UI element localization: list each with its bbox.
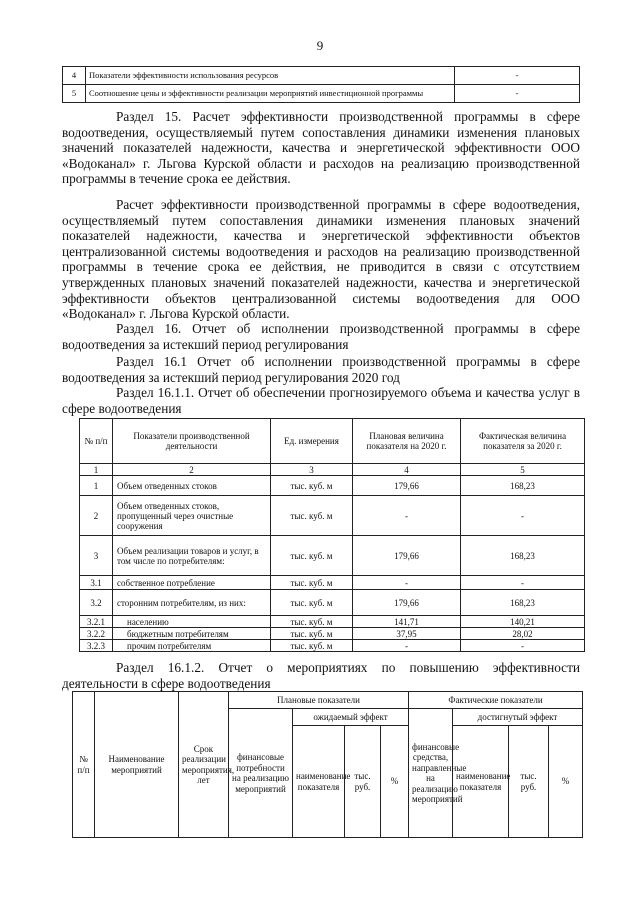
row-value: - — [455, 85, 580, 103]
row-number: 3.2.1 — [80, 616, 113, 628]
section-16-1-1-heading: Раздел 16.1.1. Отчет об обеспечении прогнозируемого объема и качества услуг в сфере водоотведения — [62, 385, 580, 416]
row-plan: - — [353, 576, 461, 590]
header-actual: Фактические показатели — [409, 692, 583, 709]
row-plan: 179,66 — [353, 590, 461, 616]
row-fact: 168,23 — [461, 536, 585, 576]
header-indicator-name: наименование показателя — [453, 726, 509, 838]
section-16-1-heading: Раздел 16.1 Отчет об исполнении производственной программы в сфере водоотведения за истекший период регулирования 2020 год — [62, 354, 580, 385]
row-unit: тыс. куб. м — [271, 616, 353, 628]
row-plan: 179,66 — [353, 476, 461, 496]
header-rub: тыс. руб. — [345, 726, 381, 838]
header-rub: тыс. руб. — [509, 726, 549, 838]
row-name: собственное потребление — [113, 576, 271, 590]
row-name: прочим потребителям — [113, 640, 271, 652]
header-plan: Плановая величина показателя на 2020 г. — [353, 419, 461, 464]
row-name: Показатели эффективности использования ресурсов — [86, 67, 455, 85]
section-16-heading: Раздел 16. Отчет об исполнении производственной программы в сфере водоотведения за истекший период регулирования — [62, 321, 580, 352]
row-fact: 28,02 — [461, 628, 585, 640]
column-number: 4 — [353, 464, 461, 476]
row-unit: тыс. куб. м — [271, 628, 353, 640]
table-header-row — [73, 692, 583, 709]
row-unit: тыс. куб. м — [271, 576, 353, 590]
table-row — [80, 536, 585, 576]
table-row — [80, 476, 585, 496]
row-number: 3.2 — [80, 590, 113, 616]
row-unit: тыс. куб. м — [271, 496, 353, 536]
row-fact: 140,21 — [461, 616, 585, 628]
table-row — [63, 85, 580, 103]
header-pct: % — [381, 726, 409, 838]
row-fact: - — [461, 496, 585, 536]
header-indicator: Показатели производственной деятельности — [113, 419, 271, 464]
header-fin-actual: финансовые средства, направленные на реализацию мероприятий — [409, 709, 453, 838]
row-number: 3.1 — [80, 576, 113, 590]
row-plan: 179,66 — [353, 536, 461, 576]
table-row — [80, 496, 585, 536]
row-unit: тыс. куб. м — [271, 590, 353, 616]
row-name: сторонним потребителям, из них: — [113, 590, 271, 616]
row-value: - — [455, 67, 580, 85]
table-row — [63, 67, 580, 85]
row-unit: тыс. куб. м — [271, 640, 353, 652]
column-number: 1 — [80, 464, 113, 476]
row-name: населению — [113, 616, 271, 628]
header-num: № п/п — [80, 419, 113, 464]
header-fact: Фактическая величина показателя за 2020 г. — [461, 419, 585, 464]
row-number: 1 — [80, 476, 113, 496]
measures-table — [72, 691, 583, 838]
table-row — [80, 628, 585, 640]
column-numbers-row — [80, 464, 585, 476]
row-plan: 141,71 — [353, 616, 461, 628]
header-expected: ожидаемый эффект — [293, 709, 409, 726]
column-number: 3 — [271, 464, 353, 476]
volume-quality-table — [79, 418, 585, 652]
header-indicator-name: наименование показателя — [293, 726, 345, 838]
resources-table — [62, 66, 580, 103]
row-plan: 37,95 — [353, 628, 461, 640]
row-number: 3.2.3 — [80, 640, 113, 652]
row-name: Объем реализации товаров и услуг, в том числе по потребителям: — [113, 536, 271, 576]
row-number: 3.2.2 — [80, 628, 113, 640]
row-plan: - — [353, 640, 461, 652]
header-fin-plan: финансовые потребности на реализацию мероприятий — [229, 709, 293, 838]
header-achieved: достигнутый эффект — [453, 709, 583, 726]
header-unit: Ед. измерения — [271, 419, 353, 464]
row-number: 3 — [80, 536, 113, 576]
row-plan: - — [353, 496, 461, 536]
row-name: Соотношение цены и эффективности реализации мероприятий инвестиционной программы — [86, 85, 455, 103]
row-unit: тыс. куб. м — [271, 536, 353, 576]
row-fact: 168,23 — [461, 590, 585, 616]
row-fact: - — [461, 640, 585, 652]
header-planned: Плановые показатели — [229, 692, 409, 709]
header-num: № п/п — [73, 692, 95, 838]
table-header-row — [80, 419, 585, 464]
row-name: бюджетным потребителям — [113, 628, 271, 640]
row-name: Объем отведенных стоков, пропущенный через очистные сооружения — [113, 496, 271, 536]
table-row — [80, 576, 585, 590]
row-fact: 168,23 — [461, 476, 585, 496]
header-term: Срок реализации мероприятия, лет — [179, 692, 229, 838]
row-number: 4 — [63, 67, 86, 85]
header-measure-name: Наименование мероприятий — [95, 692, 179, 838]
table-row — [80, 616, 585, 628]
section-15-paragraph: Раздел 15. Расчет эффективности производственной программы в сфере водоотведения, осуществляемый путем сопоставления динамики изменения плановых значений показателей надежности, качества и энергетической эффективности ООО «Водоканал» г. Льгова Курской области и расходов на реализацию производственной программы в течение срока ее действия. — [62, 109, 580, 187]
column-number: 2 — [113, 464, 271, 476]
table-row — [80, 640, 585, 652]
row-unit: тыс. куб. м — [271, 476, 353, 496]
row-number: 5 — [63, 85, 86, 103]
table-row — [80, 590, 585, 616]
column-number: 5 — [461, 464, 585, 476]
row-name: Объем отведенных стоков — [113, 476, 271, 496]
header-pct: % — [549, 726, 583, 838]
efficiency-calc-paragraph: Расчет эффективности производственной программы в сфере водоотведения, осуществляемый путем сопоставления динамики изменения плановых значений показателей надежности, качества и энергетической эффективности объектов централизованной системы водоотведения и расходов на реализацию производственной программы в течение срока ее действия, не приводится в связи с отсутствием утвержденных плановых значений показателей надежности, качества и энергетической эффективности объектов централизованной системы водоотведения для ООО «Водоканал» г. Льгова Курской области. — [62, 197, 580, 322]
section-16-1-2-heading: Раздел 16.1.2. Отчет о мероприятиях по повышению эффективности деятельности в сфере водоотведения — [62, 660, 580, 691]
row-fact: - — [461, 576, 585, 590]
row-number: 2 — [80, 496, 113, 536]
page-number: 9 — [316, 38, 324, 53]
